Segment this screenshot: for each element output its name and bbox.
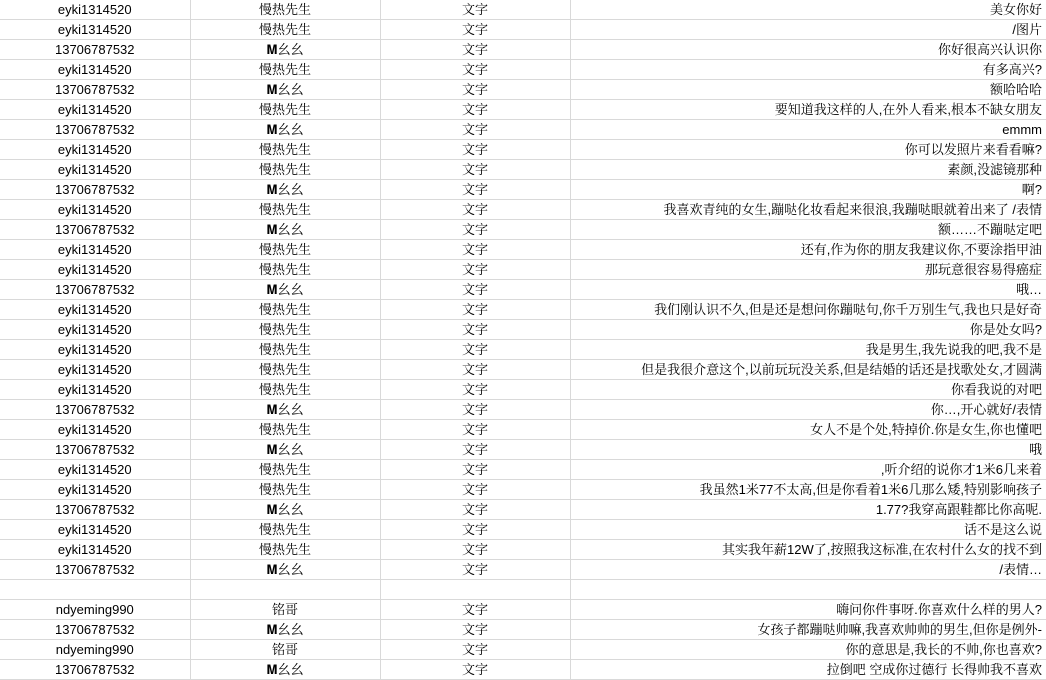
cell-message-type: 文字 — [380, 600, 570, 620]
cell-account: 13706787532 — [0, 180, 190, 200]
table-row — [0, 280, 1046, 300]
cell-message-type: 文字 — [380, 380, 570, 400]
cell-message-type: 文字 — [380, 100, 570, 120]
cell-message-type: 文字 — [380, 400, 570, 420]
table-row — [0, 220, 1046, 240]
cell-account: eyki1314520 — [0, 260, 190, 280]
cell-message: 要知道我这样的人,在外人看来,根本不缺女朋友 — [570, 100, 1046, 120]
cell-account: eyki1314520 — [0, 460, 190, 480]
table-row — [0, 20, 1046, 40]
cell-account: eyki1314520 — [0, 380, 190, 400]
cell-message: 拉倒吧 空成你过德行 长得帅我不喜欢 — [570, 660, 1046, 680]
cell-nickname: 慢热先生 — [190, 380, 380, 400]
cell-message: 女人不是个处,特掉价.你是女生,你也懂吧 — [570, 420, 1046, 440]
cell-message-type: 文字 — [380, 280, 570, 300]
cell-account: 13706787532 — [0, 500, 190, 520]
cell-message: 额……不蹦哒定吧 — [570, 220, 1046, 240]
cell-account: eyki1314520 — [0, 60, 190, 80]
table-row — [0, 560, 1046, 580]
table-row — [0, 500, 1046, 520]
cell-message: 我喜欢青纯的女生,蹦哒化妆看起来很浪,我蹦哒眼就着出来了 /表情 — [570, 200, 1046, 220]
table-row — [0, 440, 1046, 460]
cell-message: ,听介绍的说你才1米6几来着 — [570, 460, 1046, 480]
cell-nickname: 慢热先生 — [190, 340, 380, 360]
cell-nickname: 慢热先生 — [190, 480, 380, 500]
cell-message-type: 文字 — [380, 620, 570, 640]
cell-message: 话不是这么说 — [570, 520, 1046, 540]
table-row — [0, 540, 1046, 560]
table-row — [0, 480, 1046, 500]
cell-message-type: 文字 — [380, 640, 570, 660]
cell-message: /图片 — [570, 20, 1046, 40]
cell-account: eyki1314520 — [0, 160, 190, 180]
cell-empty — [190, 580, 380, 600]
cell-empty — [0, 580, 190, 600]
cell-nickname: 𝐌幺幺 — [190, 440, 380, 460]
table-row — [0, 520, 1046, 540]
cell-account: eyki1314520 — [0, 200, 190, 220]
cell-account: eyki1314520 — [0, 540, 190, 560]
cell-message-type: 文字 — [380, 540, 570, 560]
cell-nickname: 慢热先生 — [190, 240, 380, 260]
cell-account: eyki1314520 — [0, 480, 190, 500]
cell-account: eyki1314520 — [0, 520, 190, 540]
cell-account: eyki1314520 — [0, 240, 190, 260]
table-row — [0, 100, 1046, 120]
table-row — [0, 260, 1046, 280]
cell-nickname: 𝐌幺幺 — [190, 620, 380, 640]
table-row — [0, 340, 1046, 360]
table-row — [0, 140, 1046, 160]
cell-empty — [570, 580, 1046, 600]
table-row — [0, 620, 1046, 640]
cell-account: eyki1314520 — [0, 420, 190, 440]
cell-account: 13706787532 — [0, 80, 190, 100]
cell-account: eyki1314520 — [0, 140, 190, 160]
cell-account: 13706787532 — [0, 560, 190, 580]
cell-nickname: 慢热先生 — [190, 100, 380, 120]
cell-message-type: 文字 — [380, 480, 570, 500]
table-row — [0, 240, 1046, 260]
cell-message: 我虽然1米77不太高,但是你看着1米6几那么矮,特别影响孩子 — [570, 480, 1046, 500]
table-row — [0, 660, 1046, 680]
cell-nickname: 慢热先生 — [190, 160, 380, 180]
cell-message: 但是我很介意这个,以前玩玩没关系,但是结婚的话还是找歌处女,才圆满 — [570, 360, 1046, 380]
cell-message: 那玩意很容易得癌症 — [570, 260, 1046, 280]
cell-message: 你可以发照片来看看嘛? — [570, 140, 1046, 160]
table-row — [0, 420, 1046, 440]
cell-message-type: 文字 — [380, 220, 570, 240]
cell-nickname: 𝐌幺幺 — [190, 500, 380, 520]
cell-nickname: 慢热先生 — [190, 420, 380, 440]
cell-message-type: 文字 — [380, 300, 570, 320]
cell-message-type: 文字 — [380, 0, 570, 20]
cell-message-type: 文字 — [380, 60, 570, 80]
table-row — [0, 300, 1046, 320]
cell-message: 哦 — [570, 440, 1046, 460]
cell-message: 有多高兴? — [570, 60, 1046, 80]
cell-message-type: 文字 — [380, 240, 570, 260]
cell-account: ndyeming990 — [0, 600, 190, 620]
table-row — [0, 380, 1046, 400]
cell-account: 13706787532 — [0, 220, 190, 240]
cell-account: 13706787532 — [0, 400, 190, 420]
table-row — [0, 640, 1046, 660]
cell-account: eyki1314520 — [0, 320, 190, 340]
cell-nickname: 𝐌幺幺 — [190, 220, 380, 240]
cell-message: 你…,开心就好/表情 — [570, 400, 1046, 420]
cell-nickname: 慢热先生 — [190, 0, 380, 20]
cell-message-type: 文字 — [380, 20, 570, 40]
cell-message: 其实我年薪12W了,按照我这标准,在农村什么女的找不到 — [570, 540, 1046, 560]
cell-account: 13706787532 — [0, 280, 190, 300]
cell-message: 额哈哈哈 — [570, 80, 1046, 100]
cell-message-type: 文字 — [380, 40, 570, 60]
cell-account: 13706787532 — [0, 120, 190, 140]
table-row — [0, 200, 1046, 220]
cell-nickname: 𝐌幺幺 — [190, 120, 380, 140]
cell-nickname: 慢热先生 — [190, 60, 380, 80]
cell-nickname: 慢热先生 — [190, 360, 380, 380]
cell-nickname: 慢热先生 — [190, 140, 380, 160]
cell-account: eyki1314520 — [0, 20, 190, 40]
cell-nickname: 𝐌幺幺 — [190, 660, 380, 680]
table-row — [0, 0, 1046, 20]
table-row — [0, 600, 1046, 620]
cell-message-type: 文字 — [380, 320, 570, 340]
cell-message: emmm — [570, 120, 1046, 140]
cell-account: 13706787532 — [0, 620, 190, 640]
cell-message-type: 文字 — [380, 440, 570, 460]
cell-nickname: 慢热先生 — [190, 200, 380, 220]
cell-message-type: 文字 — [380, 260, 570, 280]
cell-message: 你好很高兴认识你 — [570, 40, 1046, 60]
cell-message-type: 文字 — [380, 340, 570, 360]
table-row-spacer — [0, 580, 1046, 600]
cell-account: ndyeming990 — [0, 640, 190, 660]
cell-nickname: 𝐌幺幺 — [190, 280, 380, 300]
table-row — [0, 320, 1046, 340]
cell-nickname: 慢热先生 — [190, 20, 380, 40]
cell-message-type: 文字 — [380, 160, 570, 180]
table-row — [0, 160, 1046, 180]
cell-nickname: 慢热先生 — [190, 540, 380, 560]
cell-nickname: 铭哥 — [190, 640, 380, 660]
cell-message: 你看我说的对吧 — [570, 380, 1046, 400]
table-row — [0, 460, 1046, 480]
cell-message-type: 文字 — [380, 200, 570, 220]
cell-message: 啊? — [570, 180, 1046, 200]
cell-account: 13706787532 — [0, 660, 190, 680]
cell-message-type: 文字 — [380, 360, 570, 380]
cell-message-type: 文字 — [380, 560, 570, 580]
cell-nickname: 𝐌幺幺 — [190, 180, 380, 200]
cell-nickname: 𝐌幺幺 — [190, 400, 380, 420]
cell-message-type: 文字 — [380, 420, 570, 440]
cell-message-type: 文字 — [380, 180, 570, 200]
table-row — [0, 40, 1046, 60]
cell-message-type: 文字 — [380, 120, 570, 140]
cell-nickname: 慢热先生 — [190, 520, 380, 540]
cell-account: 13706787532 — [0, 40, 190, 60]
cell-account: eyki1314520 — [0, 300, 190, 320]
cell-message-type: 文字 — [380, 460, 570, 480]
cell-message: 你是处女吗? — [570, 320, 1046, 340]
cell-message: 哦… — [570, 280, 1046, 300]
cell-nickname: 慢热先生 — [190, 320, 380, 340]
cell-account: eyki1314520 — [0, 100, 190, 120]
cell-message: 我是男生,我先说我的吧,我不是 — [570, 340, 1046, 360]
table-row — [0, 60, 1046, 80]
cell-message: 女孩子都蹦哒帅嘛,我喜欢帅帅的男生,但你是例外- — [570, 620, 1046, 640]
cell-nickname: 𝐌幺幺 — [190, 80, 380, 100]
cell-message: 1.77?我穿高跟鞋都比你高呢. — [570, 500, 1046, 520]
cell-account: 13706787532 — [0, 440, 190, 460]
cell-nickname: 慢热先生 — [190, 300, 380, 320]
cell-message: 嗨问你件事呀.你喜欢什么样的男人? — [570, 600, 1046, 620]
cell-account: eyki1314520 — [0, 360, 190, 380]
cell-message: 美女你好 — [570, 0, 1046, 20]
cell-message-type: 文字 — [380, 660, 570, 680]
cell-empty — [380, 580, 570, 600]
cell-message-type: 文字 — [380, 140, 570, 160]
cell-nickname: 慢热先生 — [190, 460, 380, 480]
table-row — [0, 360, 1046, 380]
cell-message: 还有,作为你的朋友我建议你,不要涂指甲油 — [570, 240, 1046, 260]
cell-nickname: 慢热先生 — [190, 260, 380, 280]
cell-message-type: 文字 — [380, 520, 570, 540]
cell-message: 你的意思是,我长的不帅,你也喜欢? — [570, 640, 1046, 660]
cell-nickname: 铭哥 — [190, 600, 380, 620]
cell-nickname: 𝐌幺幺 — [190, 560, 380, 580]
cell-message-type: 文字 — [380, 80, 570, 100]
cell-account: eyki1314520 — [0, 340, 190, 360]
table-row — [0, 80, 1046, 100]
table-row — [0, 180, 1046, 200]
cell-message: /表情… — [570, 560, 1046, 580]
table-row — [0, 120, 1046, 140]
cell-message: 素颜,没滤镜那种 — [570, 160, 1046, 180]
cell-message-type: 文字 — [380, 500, 570, 520]
table-row — [0, 400, 1046, 420]
cell-nickname: 𝐌幺幺 — [190, 40, 380, 60]
cell-message: 我们刚认识不久,但是还是想问你蹦哒句,你千万别生气,我也只是好奇 — [570, 300, 1046, 320]
cell-account: eyki1314520 — [0, 0, 190, 20]
